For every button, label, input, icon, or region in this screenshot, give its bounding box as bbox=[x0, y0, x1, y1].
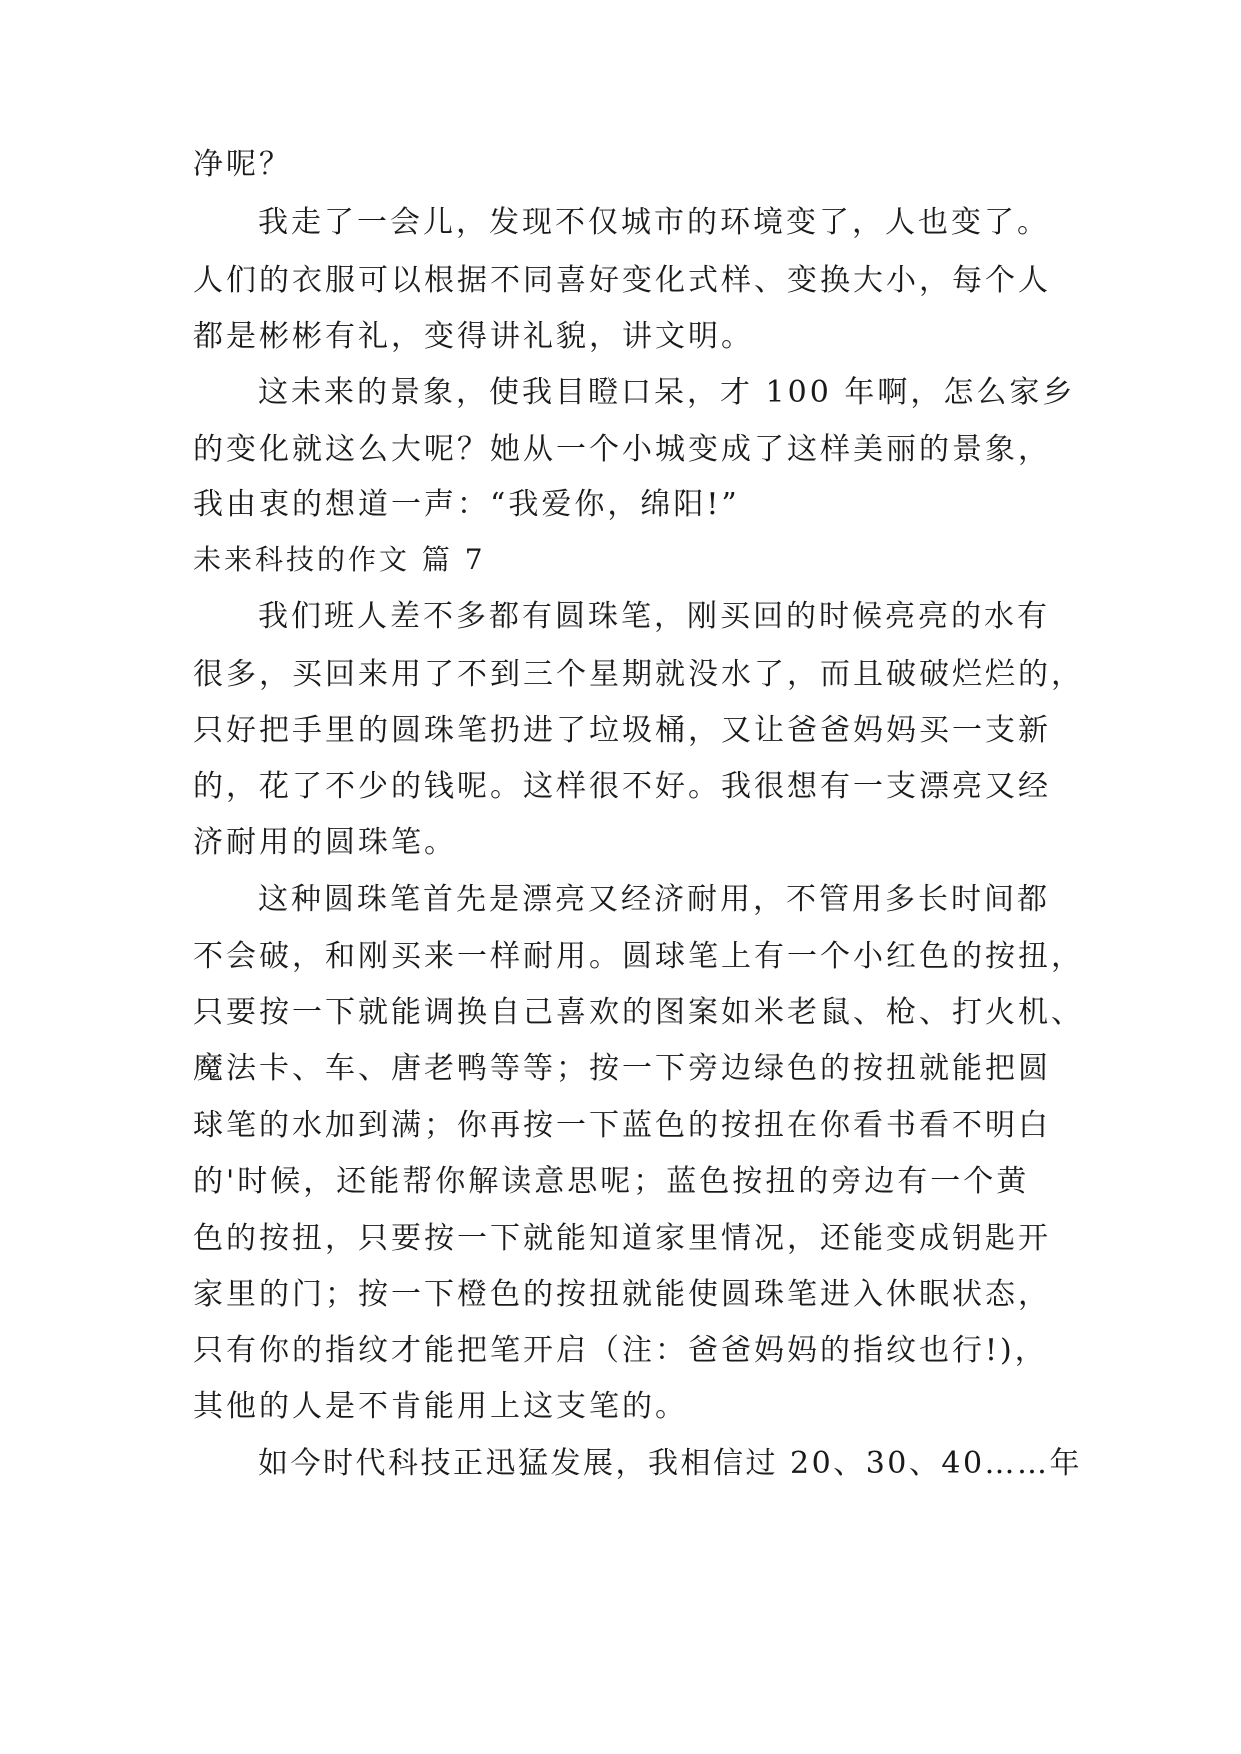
paragraph-line: 我由衷的想道一声：“我爱你，绵阳!” bbox=[193, 487, 740, 522]
paragraph-line: 都是彬彬有礼，变得讲礼貌，讲文明。 bbox=[193, 319, 754, 354]
paragraph-line: 的，花了不少的钱呢。这样很不好。我很想有一支漂亮又经 bbox=[193, 769, 1051, 804]
paragraph-line: 球笔的水加到满；你再按一下蓝色的按扭在你看书看不明白 bbox=[193, 1108, 1051, 1143]
paragraph-line: 只要按一下就能调换自己喜欢的图案如米老鼠、枪、打火机、 bbox=[193, 995, 1084, 1030]
paragraph-line: 魔法卡、车、唐老鸭等等；按一下旁边绿色的按扭就能把圆 bbox=[193, 1051, 1051, 1086]
section-heading: 未来科技的作文 篇 7 bbox=[193, 543, 486, 576]
paragraph-line: 净呢？ bbox=[193, 147, 292, 182]
paragraph-line: 的变化就这么大呢？她从一个小城变成了这样美丽的景象， bbox=[193, 432, 1051, 467]
paragraph-line: 色的按扭，只要按一下就能知道家里情况，还能变成钥匙开 bbox=[193, 1221, 1051, 1256]
paragraph-line: 很多，买回来用了不到三个星期就没水了，而且破破烂烂的， bbox=[193, 657, 1084, 692]
paragraph-line: 家里的门；按一下橙色的按扭就能使圆珠笔进入休眠状态， bbox=[193, 1277, 1051, 1312]
paragraph-line: 不会破，和刚买来一样耐用。圆球笔上有一个小红色的按扭， bbox=[193, 939, 1084, 974]
paragraph-line: 济耐用的圆珠笔。 bbox=[193, 825, 457, 860]
paragraph-line: 如今时代科技正迅猛发展，我相信过 20、30、40……年 bbox=[258, 1446, 1083, 1481]
paragraph-line: 的'时候，还能帮你解读意思呢；蓝色按扭的旁边有一个黄 bbox=[193, 1164, 1030, 1199]
paragraph-line: 只好把手里的圆珠笔扔进了垃圾桶，又让爸爸妈妈买一支新 bbox=[193, 713, 1051, 748]
paragraph-line: 这未来的景象，使我目瞪口呆，才 100 年啊，怎么家乡 bbox=[258, 375, 1076, 410]
paragraph-line: 我们班人差不多都有圆珠笔，刚买回的时候亮亮的水有 bbox=[258, 599, 1050, 634]
paragraph-line: 其他的人是不肯能用上这支笔的。 bbox=[193, 1389, 688, 1424]
paragraph-line: 这种圆珠笔首先是漂亮又经济耐用，不管用多长时间都 bbox=[258, 882, 1050, 917]
paragraph-line: 人们的衣服可以根据不同喜好变化式样、变换大小，每个人 bbox=[193, 263, 1051, 298]
paragraph-line: 我走了一会儿，发现不仅城市的环境变了，人也变了。 bbox=[258, 205, 1050, 240]
paragraph-line: 只有你的指纹才能把笔开启（注：爸爸妈妈的指纹也行!)， bbox=[193, 1333, 1048, 1368]
